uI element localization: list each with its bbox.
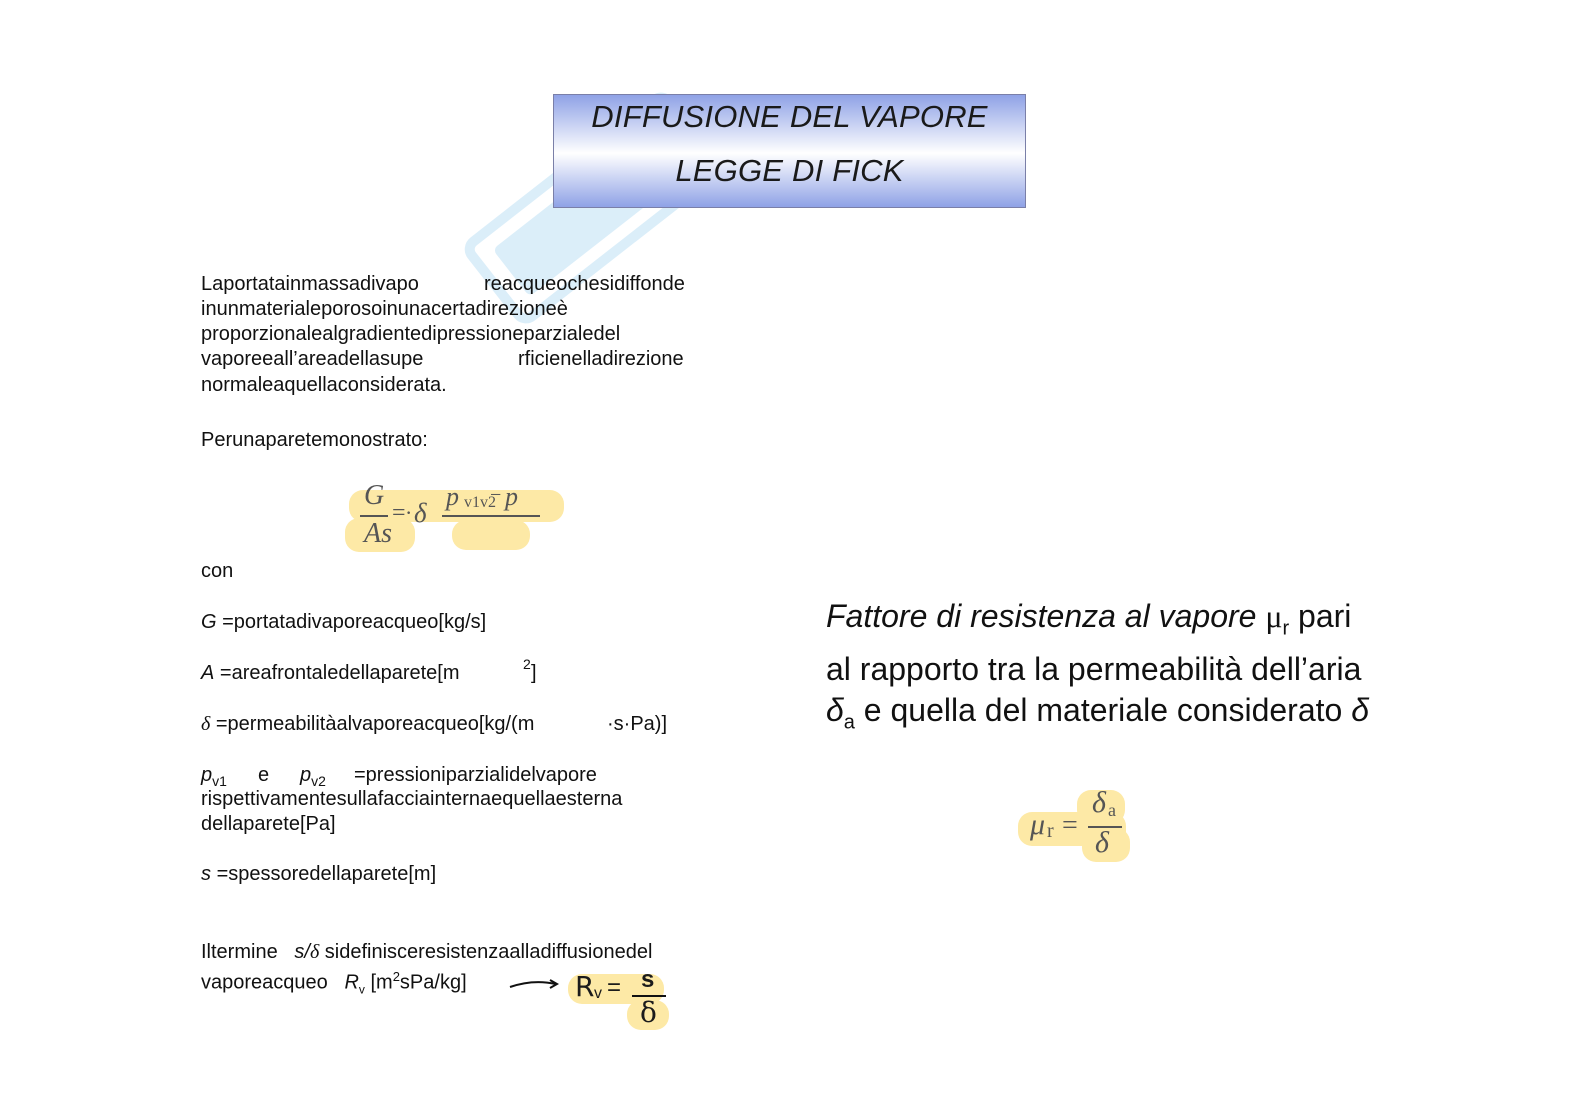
intro-line-4a: vaporeeall’areadellasupe [201, 348, 424, 370]
termine-Rv: R [344, 971, 359, 994]
fick-dot: · [405, 500, 413, 525]
right-line-1-italic: Fattore di resistenza al vapore [826, 598, 1257, 634]
def-delta [201, 712, 534, 737]
termine-a: Iltermine [201, 941, 278, 963]
right-line-3 [826, 690, 1369, 743]
mu-numerator-sub: a [1108, 800, 1116, 820]
highlight-mark [452, 520, 530, 550]
right-delta: δ [1351, 692, 1369, 729]
fick-fraction-bar-right [442, 515, 540, 517]
intro-line-4b: rficienelladirezione [518, 348, 684, 370]
title-line-2: LEGGE DI FICK [675, 153, 904, 188]
handwritten-arrow-icon [508, 975, 560, 995]
intro-line-3: proporzionalealgradientedipressioneparzialedel [201, 323, 621, 345]
mu-numerator-delta: δ [1092, 786, 1106, 819]
intro-line-1b: reacqueochesidiffonde [484, 273, 685, 295]
hand-R: R [575, 970, 595, 1003]
fick-equals: = [392, 500, 406, 526]
fick-numerator-G: G [364, 480, 385, 511]
right-delta-a-sub: a [843, 711, 855, 734]
fick-delta: δ [414, 498, 427, 528]
def-pv2-symbol: p [300, 764, 312, 786]
fick-fraction-bar-left [360, 515, 388, 517]
termine-unit-b: sPa/kg] [399, 971, 467, 994]
monostrato-label: Perunaparetemonostrato: [201, 429, 428, 451]
mu-equals: = [1062, 810, 1078, 841]
right-paragraph [826, 596, 1369, 744]
right-line-1-rest: pari [1298, 598, 1352, 634]
fick-numerator-p2: p [505, 482, 518, 511]
def-A [201, 661, 460, 686]
termine-line-1 [201, 940, 652, 965]
def-pv1-symbol: p [201, 764, 213, 786]
mu-subscript: r [1047, 820, 1054, 842]
termine-c: vaporeacqueo [201, 971, 328, 994]
right-line-2: al rapporto tra la permeabilità dell’aria [826, 651, 1362, 688]
fick-subscript-v1v2: v1v2 [464, 494, 496, 511]
intro-line-1a: Laportatainmassadivapo [201, 273, 419, 295]
def-A-symbol: A [201, 662, 215, 684]
hand-R-sub: v [594, 985, 602, 1002]
termine-sym: s/ [294, 941, 310, 963]
hand-den: δ [640, 996, 657, 1029]
mu-denominator-delta: δ [1095, 826, 1109, 859]
def-delta-unit: ·s·Pa)] [607, 713, 667, 735]
def-s [201, 862, 436, 887]
title-box [553, 94, 1026, 208]
fick-denominator-As: As [364, 518, 392, 549]
intro-line-5: normaleaquellaconsiderata. [201, 374, 447, 396]
fick-minus: − [490, 484, 502, 506]
right-mu: μ [1265, 598, 1283, 634]
termine-Rv-sub: v [358, 982, 365, 997]
hand-eq: = [607, 974, 622, 1001]
intro-line-2: inunmaterialeporosoinunacertadirezioneè [201, 298, 568, 320]
def-A-sup: 2 [523, 656, 531, 672]
def-p-text-2: rispettivamentesullafacciainternaequellaesterna [201, 788, 623, 810]
def-s-symbol: s [201, 863, 211, 885]
fick-numerator-p1: p [446, 482, 459, 511]
def-G-symbol: G [201, 611, 217, 633]
def-p-text-1: =pressioniparzialidelvapore [354, 764, 597, 786]
def-delta-text: =permeabilitàalvaporeacqueo[kg/(m [215, 713, 535, 735]
hand-num: s [641, 966, 655, 993]
right-line-3-rest: e quella del materiale considerato [863, 692, 1343, 729]
termine-unit-sup: 2 [392, 969, 400, 984]
def-delta-symbol: δ [201, 713, 211, 735]
con-label: con [201, 560, 234, 582]
right-line-1 [826, 596, 1369, 649]
termine-line-2 [201, 964, 467, 1003]
mu-symbol: μ [1030, 808, 1046, 841]
def-A-text: =areafrontaledellaparete[m [219, 662, 460, 684]
def-pv2-sub: v2 [311, 773, 326, 789]
def-e: e [258, 764, 270, 786]
def-G [201, 610, 486, 635]
def-G-text: =portatadivaporeacqueo[kg/s] [222, 611, 487, 633]
termine-b: sidefinisceresistenzaalladiffusionedel [324, 941, 653, 963]
right-delta-a: δ [826, 692, 844, 729]
title-line-1: DIFFUSIONE DEL VAPORE [591, 99, 988, 134]
def-pv1-sub: v1 [212, 773, 227, 789]
termine-delta: δ [309, 941, 320, 963]
termine-unit-a: [m [370, 971, 393, 994]
def-A-close: ] [531, 662, 537, 684]
def-p-text-3: dellaparete[Pa] [201, 813, 336, 835]
right-mu-sub: r [1282, 617, 1290, 640]
def-s-text: =spessoredellaparete[m] [216, 863, 437, 885]
